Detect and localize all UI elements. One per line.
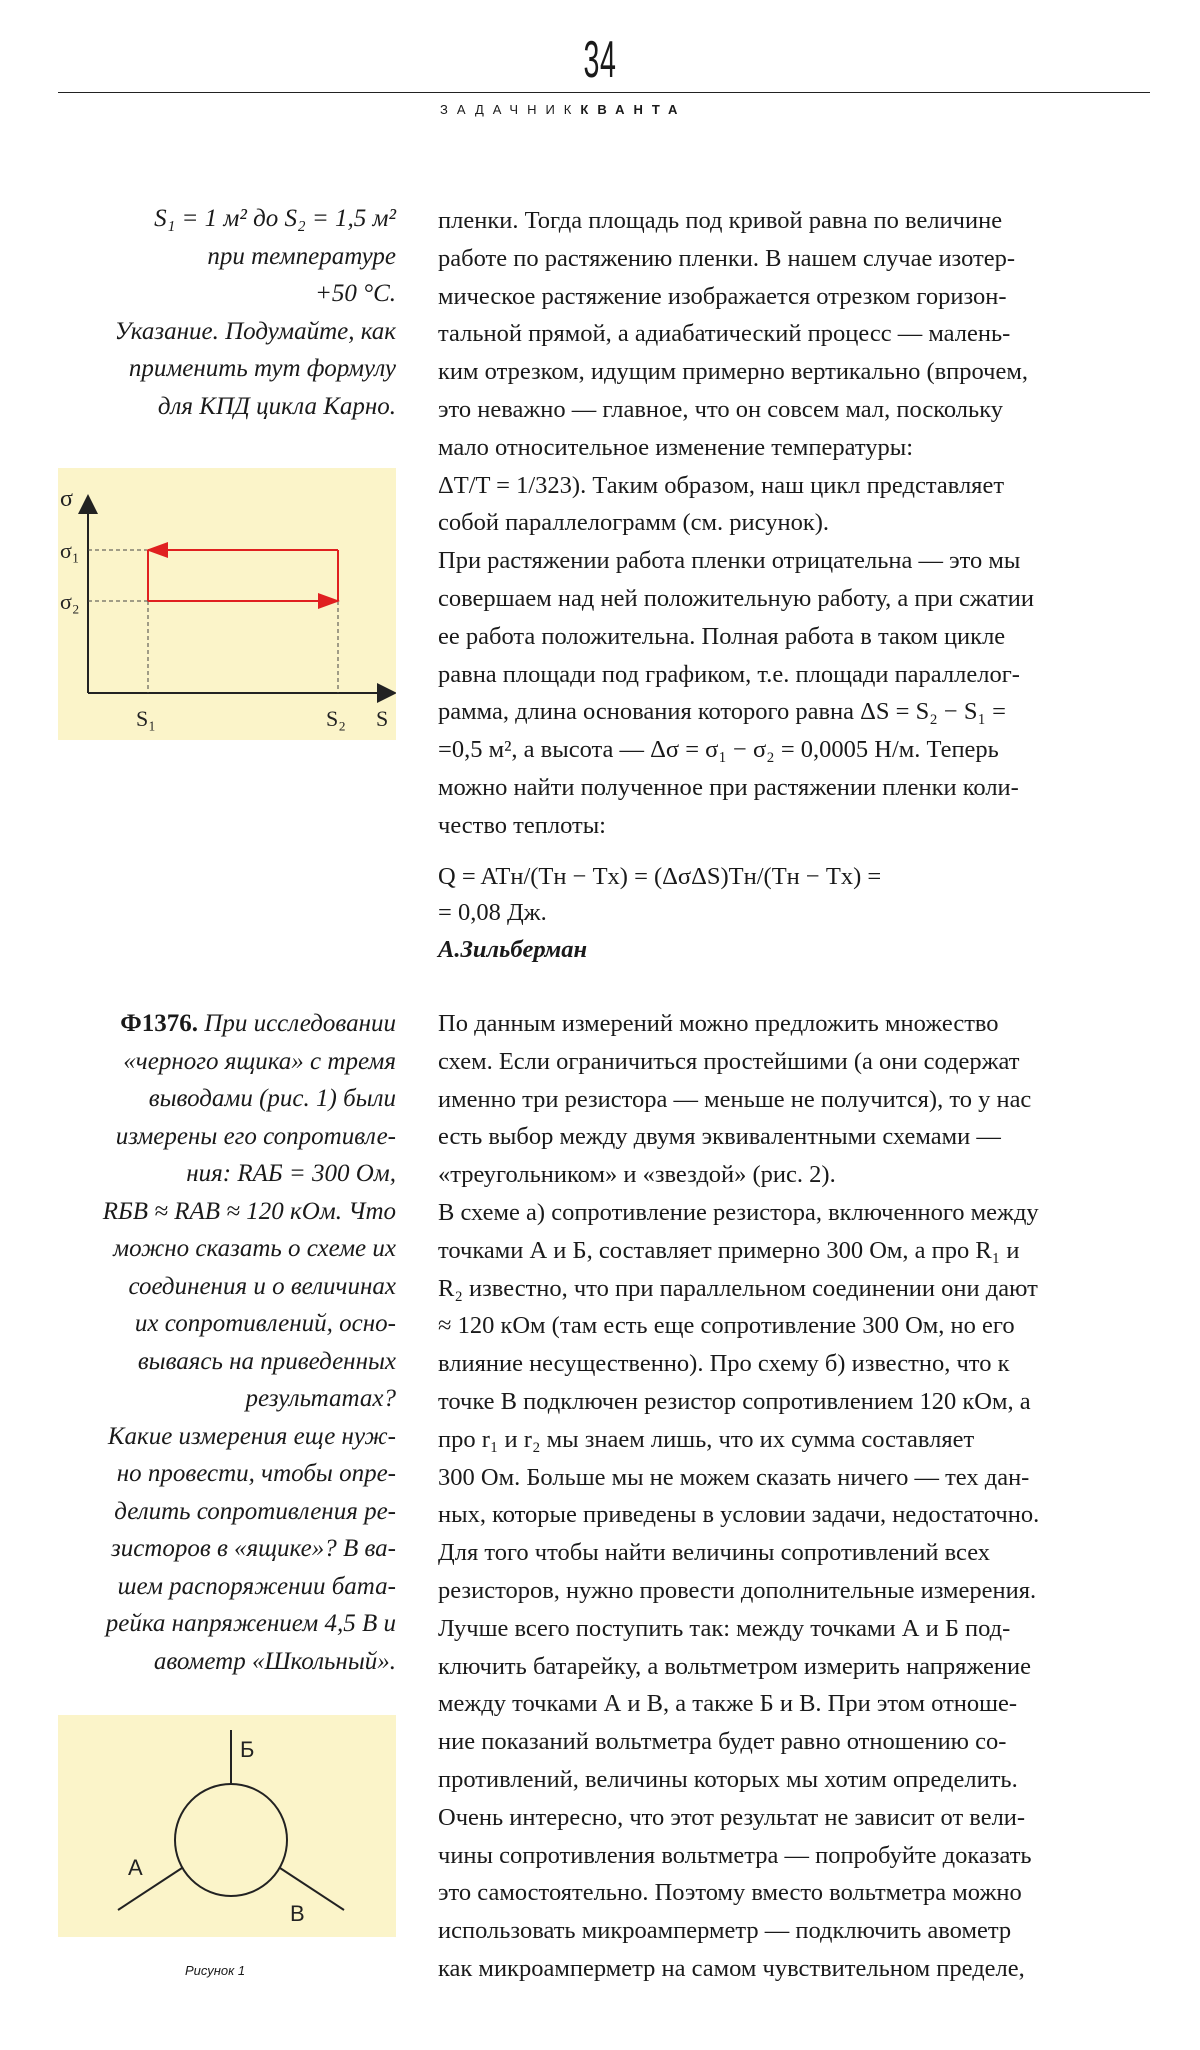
text-line: чество теплоты: bbox=[438, 811, 606, 839]
figure-caption: Рисунок 1 bbox=[185, 1963, 246, 1978]
text-line: мическое растяжение изображается отрезком горизон- bbox=[438, 282, 1007, 310]
text-line: ных, которые приведены в условии задачи, недостаточно. bbox=[438, 1501, 1040, 1529]
problem-statement bbox=[60, 1005, 396, 1680]
text-line: ее работа положительна. Полная работа в таком цикле bbox=[438, 622, 1006, 650]
black-box-svg bbox=[58, 1715, 396, 1937]
problem-line: RБВ ≈ RАВ ≈ 120 кОм. Что bbox=[102, 1197, 396, 1225]
text-line: Лучше всего поступить так: между точками А и Б под- bbox=[438, 1614, 1011, 1642]
upper-solution-text bbox=[438, 202, 1158, 968]
sigma1-label: σ₁ bbox=[60, 538, 80, 563]
sigma2-label: σ₂ bbox=[60, 589, 80, 614]
problem-line: выводами (рис. 1) были bbox=[148, 1085, 396, 1112]
text-line: именно три резистора — меньше не получится), то у нас bbox=[438, 1085, 1032, 1113]
problem-number: Ф1376. bbox=[120, 1010, 199, 1037]
text-line: R₂ известно, что при параллельном соединении они дают bbox=[438, 1274, 1038, 1302]
text-line: В схеме а) сопротивление резистора, включенного между bbox=[438, 1198, 1039, 1226]
text-line: это неважно — главное, что он совсем мал, поскольку bbox=[438, 395, 1004, 423]
text-line: «треугольником» и «звездой» (рис. 2). bbox=[438, 1161, 836, 1189]
text-line: мало относительное изменение температуры: bbox=[438, 433, 913, 461]
text-line: пленки. Тогда площадь под кривой равна по величине bbox=[438, 207, 1003, 234]
problem-line: Какие измерения еще нуж- bbox=[107, 1422, 396, 1450]
problem-line: можно сказать о схеме их bbox=[113, 1235, 396, 1262]
formula-line-1: Q = ATн/(Tн − Tх) = (ΔσΔS)Tн/(Tн − Tх) = bbox=[438, 862, 882, 890]
side-line: применить тут формулу bbox=[128, 355, 396, 382]
text-line: тальной прямой, а адиабатический процесс — малень- bbox=[438, 320, 1011, 348]
text-line: Очень интересно, что этот результат не зависит от вели- bbox=[438, 1803, 1026, 1831]
text-line: влияние несущественно). Про схему б) известно, что к bbox=[438, 1350, 1010, 1378]
text-line: противлений, величины которых мы хотим определить. bbox=[438, 1765, 1018, 1793]
text-line: ΔT/T = 1/323). Таким образом, наш цикл представляет bbox=[438, 471, 1005, 499]
text-line: Для того чтобы найти величины сопротивлений всех bbox=[438, 1539, 991, 1567]
problem-line: При исследовании bbox=[204, 1010, 396, 1037]
problem-line: авометр «Школьный». bbox=[153, 1647, 396, 1675]
text-line: между точками А и В, а также Б и В. При этом отноше- bbox=[438, 1690, 1018, 1718]
s2-label: S₂ bbox=[326, 706, 346, 731]
text-line: можно найти полученное при растяжении пленки коли- bbox=[438, 773, 1019, 801]
text-line: По данным измерений можно предложить множество bbox=[438, 1010, 999, 1037]
text-line: схем. Если ограничиться простейшими (а они содержат bbox=[438, 1047, 1020, 1075]
label-v: В bbox=[290, 1901, 305, 1926]
text-line: рамма, длина основания которого равна ΔS = S₂ − S₁ = bbox=[438, 698, 1006, 726]
sigma-s-graph bbox=[58, 468, 396, 740]
problem-line: измерены его сопротивле- bbox=[115, 1122, 396, 1150]
text-line: есть выбор между двумя эквивалентными схемами — bbox=[438, 1123, 1001, 1151]
black-box-figure bbox=[58, 1715, 396, 1937]
problem-line: зисторов в «ящике»? В ва- bbox=[110, 1535, 396, 1562]
problem-line: но провести, чтобы опре- bbox=[116, 1460, 396, 1487]
problem-line-first bbox=[60, 1005, 396, 1043]
lower-solution-text bbox=[438, 1005, 1158, 1988]
problem-line: вываясь на приведенных bbox=[137, 1347, 396, 1375]
text-line: ние показаний вольтметра будет равно отношению со- bbox=[438, 1728, 1007, 1756]
text-line: совершаем над ней положительную работу, а при сжатии bbox=[438, 584, 1034, 612]
problem-line: их сопротивлений, осно- bbox=[134, 1310, 396, 1337]
running-title-light: ЗАДАЧНИК bbox=[440, 102, 581, 117]
problem-line: «черного ящика» с тремя bbox=[123, 1047, 396, 1075]
text-line: =0,5 м², а высота — Δσ = σ₁ − σ₂ = 0,0005 Н/м. Теперь bbox=[438, 736, 999, 764]
formula-line-2: = 0,08 Дж. bbox=[438, 898, 547, 926]
running-title-bold: КВАНТА bbox=[580, 102, 687, 117]
text-line: чины сопротивления вольтметра — попробуйте доказать bbox=[438, 1841, 1032, 1869]
author: А.Зильберман bbox=[438, 935, 588, 963]
text-line: При растяжении работа пленки отрицательна — это мы bbox=[438, 547, 1021, 575]
page-number: 34 bbox=[583, 31, 617, 89]
running-title bbox=[440, 102, 686, 117]
text-line: это самостоятельно. Поэтому вместо вольтметра можно bbox=[438, 1879, 1022, 1907]
graph-svg bbox=[58, 468, 396, 740]
label-a: А bbox=[128, 1855, 143, 1880]
text-line: про r₁ и r₂ мы знаем лишь, что их сумма составляет bbox=[438, 1425, 975, 1453]
problem-line: шем распоряжении бата- bbox=[117, 1572, 396, 1600]
side-line: S₁ = 1 м² до S₂ = 1,5 м² bbox=[154, 205, 396, 232]
side-line: Указание. Подумайте, как bbox=[114, 317, 396, 345]
s1-label: S₁ bbox=[136, 706, 156, 731]
bottom-arrow bbox=[318, 593, 340, 609]
text-line: ключить батарейку, а вольтметром измерить напряжение bbox=[438, 1652, 1031, 1680]
side-line: +50 °C. bbox=[314, 280, 396, 307]
top-arrow bbox=[146, 542, 168, 558]
text-line: собой параллелограмм (см. рисунок). bbox=[438, 509, 830, 537]
side-line: для КПД цикла Карно. bbox=[157, 392, 396, 420]
text-line: работе по растяжению пленки. В нашем случае изотер- bbox=[438, 244, 1016, 272]
label-b: Б bbox=[240, 1737, 255, 1762]
text-line: ≈ 120 кОм (там есть еще сопротивление 300 Ом, но его bbox=[438, 1312, 1015, 1340]
problem-line: соединения и о величинах bbox=[128, 1272, 396, 1300]
text-line: ким отрезком, идущим примерно вертикально (впрочем, bbox=[438, 358, 1028, 386]
side-line: при температуре bbox=[207, 242, 396, 270]
problem-line: ния: RАБ = 300 Ом, bbox=[186, 1160, 396, 1187]
text-line: как микроамперметр на самом чувствительном пределе, bbox=[438, 1954, 1025, 1982]
text-line: точками А и Б, составляет примерно 300 Ом, а про R₁ и bbox=[438, 1236, 1020, 1264]
problem-line: рейка напряжением 4,5 В и bbox=[105, 1610, 396, 1637]
text-line: резисторов, нужно провести дополнительные измерения. bbox=[438, 1576, 1037, 1604]
y-axis-label: σ bbox=[60, 486, 73, 512]
text-line: использовать микроамперметр — подключить авометр bbox=[438, 1917, 1012, 1945]
text-line: равна площади под графиком, т.е. площади параллелог- bbox=[438, 660, 1020, 688]
problem-line: делить сопротивления ре- bbox=[114, 1497, 396, 1525]
x-axis-label: S bbox=[376, 706, 389, 731]
text-line: 300 Ом. Больше мы не можем сказать ничего — тех дан- bbox=[438, 1463, 1030, 1491]
problem-line: результатах? bbox=[245, 1385, 396, 1412]
box-circle bbox=[175, 1784, 287, 1896]
text-line: точке В подключен резистор сопротивлением 120 кОм, а bbox=[438, 1387, 1031, 1415]
header-rule bbox=[58, 92, 1150, 93]
upper-side-text bbox=[60, 200, 396, 425]
